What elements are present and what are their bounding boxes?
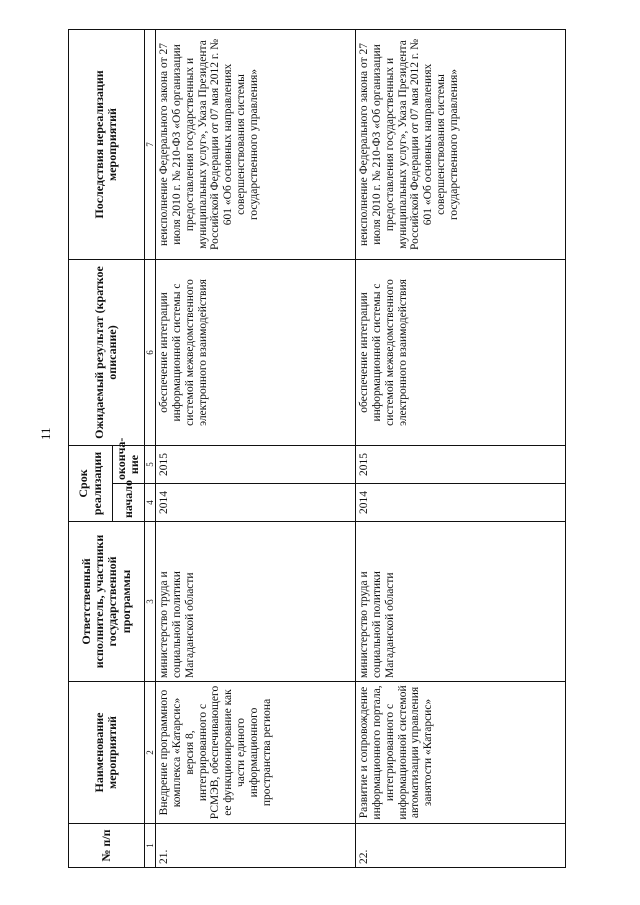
header-name: Наименование мероприятий: [69, 682, 145, 824]
header-start: начало: [113, 484, 145, 522]
column-number: 1: [144, 824, 155, 868]
column-number-row: [144, 29, 155, 867]
measure-name: Развитие и сопровождение информационного портала, интегрированного с информационной системой автоматизации управления занятости «Катарсис»: [355, 682, 565, 824]
measure-start: 2014: [355, 484, 565, 522]
header-end: оконча-ние: [113, 445, 145, 483]
header-row: [69, 29, 113, 867]
row-number: 21.: [155, 824, 355, 868]
column-number: 2: [144, 682, 155, 824]
header-executor: Ответственный исполнитель, участники государственной программы: [69, 522, 145, 682]
table-row: [355, 29, 565, 867]
measure-consequences: неисполнение Федерального закона от 27 июля 2010 г. № 210-ФЗ «Об организации предоставления государственных и муниципальных услуг», Указа Президента Российской Федерации от 07 мая 2012 г. № 601 «Об основных направлениях совершенствования системы государственного управления»: [155, 29, 355, 259]
header-term: Срок реализации: [69, 445, 113, 521]
measures-table-sheet: [68, 30, 566, 868]
column-number: 4: [144, 484, 155, 522]
measure-executor: министерство труда и социальной политики Магаданской области: [155, 522, 355, 682]
column-number: 7: [144, 29, 155, 259]
measures-table: [68, 29, 566, 868]
measure-end: 2015: [155, 445, 355, 483]
header-num: № п/п: [69, 824, 145, 868]
header-result: Ожидаемый результат (краткое описание): [69, 259, 145, 445]
header-consequences: Последствия нереализации мероприятий: [69, 29, 145, 259]
measure-result: обеспечение интеграции информационной системы с системой межведомственного электронного взаимодействия: [355, 259, 565, 445]
column-number: 3: [144, 522, 155, 682]
measure-name: Внедрение программного комплекса «Катарсис» версия 8, интегрированного с РСМЭВ, обеспечивающего ее функционирование как части единого информационного пространства региона: [155, 682, 355, 824]
measure-start: 2014: [155, 484, 355, 522]
column-number: 5: [144, 445, 155, 483]
row-number: 22.: [355, 824, 565, 868]
measure-end: 2015: [355, 445, 565, 483]
page-number: 11: [38, 427, 53, 440]
table-row: [155, 29, 355, 867]
column-number: 6: [144, 259, 155, 445]
measure-result: обеспечение интеграции информационной системы с системой межведомственного электронного взаимодействия: [155, 259, 355, 445]
measure-executor: министерство труда и социальной политики Магаданской области: [355, 522, 565, 682]
measure-consequences: неисполнение Федерального закона от 27 июля 2010 г. № 210-ФЗ «Об организации предоставления государственных и муниципальных услуг», Указа Президента Российской Федерации от 07 мая 2012 г. № 601 «Об основных направлениях совершенствования системы государственного управления»: [355, 29, 565, 259]
